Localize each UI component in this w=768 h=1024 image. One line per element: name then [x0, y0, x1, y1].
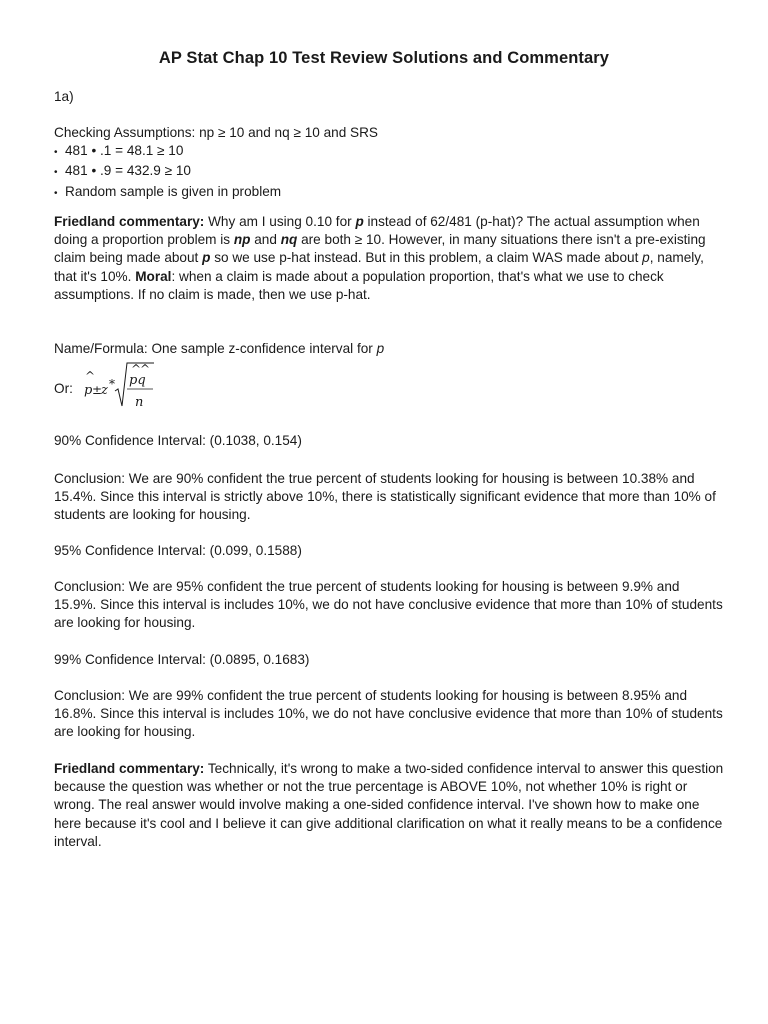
interval-99-conclusion: Conclusion: We are 99% confident the true percent of students looking for housing is between 8.95% and 16.8%. Since this interval is includes 10%, we do not have conclusive evidence that more than 10% of students are looking for housing.: [54, 688, 723, 740]
commentary-text: so we use p-hat instead. But in this problem, a claim WAS made about: [210, 250, 643, 266]
variable-p: p: [355, 214, 364, 229]
commentary-label: Friedland commentary:: [54, 761, 205, 776]
interval-90-conclusion: Conclusion: We are 90% confident the true percent of students looking for housing is between 10.38% and 15.4%. Since this interval is strictly above 10%, there is statistically significant evidence that more than 10% of students are looking for housing.: [54, 471, 716, 523]
interval-99-label: 99% Confidence Interval: (0.0895, 0.1683): [54, 652, 310, 667]
interval-90-label: 90% Confidence Interval: (0.1038, 0.154): [54, 433, 302, 448]
name-formula-text: Name/Formula: One sample z-confidence interval for: [54, 341, 377, 356]
assumptions-heading: Checking Assumptions: np ≥ 10 and nq ≥ 10 and SRS: [54, 125, 378, 140]
commentary-text: instead of 62/481 (p-hat)? The actual assumption when doing a proportion problem is: [54, 214, 700, 248]
variable-p: p: [642, 250, 650, 266]
moral-label: Moral: [135, 268, 172, 284]
pq-numerator: pq: [129, 373, 146, 388]
variable-np: np: [233, 232, 251, 248]
n-denominator: n: [135, 395, 144, 410]
interval-95-conclusion: Conclusion: We are 95% confident the true percent of students looking for housing is between 9.9% and 15.9%. Since this interval is includes 10%, we do not have conclusive evidence that more than 10% of students are looking for housing.: [54, 579, 723, 631]
plus-minus-symbol: ±: [92, 383, 103, 397]
variable-p: p: [202, 250, 211, 266]
assumption-bullet-text: 481 • .9 = 432.9 ≥ 10: [65, 163, 191, 179]
commentary-text: : when a claim is made about a population proportion, that's what we use to check assumptions. If no claim is made, then we use p-hat.: [54, 268, 664, 302]
commentary-paragraph-1: [54, 213, 724, 304]
formula-or-label: Or:: [54, 381, 73, 396]
variable-nq: nq: [280, 232, 298, 248]
assumption-bullet: [54, 183, 724, 203]
q-hat-mark-numerator: ^: [140, 362, 151, 376]
assumption-bullet: [54, 162, 724, 182]
p-hat-mark-numerator: ^: [131, 362, 142, 376]
name-formula-line: [54, 340, 724, 358]
commentary-text: Technically, it's wrong to make a two-sided confidence interval to answer this question because the question was whether or not the true percentage is ABOVE 10%, not whether 10% is right or wrong. The real answer would involve making a one-sided confidence interval. I've shown how to make one here because it's cool and I believe it can give additional clarification on what it really means to be a confidence interval.: [54, 761, 724, 849]
p-symbol: p: [84, 383, 93, 398]
formula-graphic: [82, 361, 212, 413]
commentary-text: are both ≥ 10. However, in many situations there isn't a pre-existing claim being made about: [54, 232, 706, 266]
confidence-interval-formula: [54, 361, 254, 413]
p-hat-mark: ^: [85, 369, 96, 383]
page-title: AP Stat Chap 10 Test Review Solutions and Commentary: [158, 49, 610, 67]
interval-95-label: 95% Confidence Interval: (0.099, 0.1588): [54, 543, 302, 558]
question-label: 1a): [54, 89, 74, 104]
variable-p: p: [376, 341, 385, 356]
commentary-text: and: [250, 232, 281, 248]
assumption-bullet-text: Random sample is given in problem: [65, 183, 282, 199]
z-symbol: z: [101, 383, 108, 398]
z-star-symbol: *: [109, 377, 115, 391]
commentary-label: Friedland commentary:: [54, 214, 205, 229]
assumption-bullet: [54, 142, 724, 162]
assumptions-section: [54, 124, 724, 203]
commentary-text: , namely, that it's 10%.: [54, 250, 704, 284]
commentary-paragraph-2: [54, 760, 724, 851]
assumption-bullet-text: 481 • .1 = 48.1 ≥ 10: [65, 143, 184, 159]
commentary-text: Why am I using 0.10 for: [204, 214, 356, 229]
